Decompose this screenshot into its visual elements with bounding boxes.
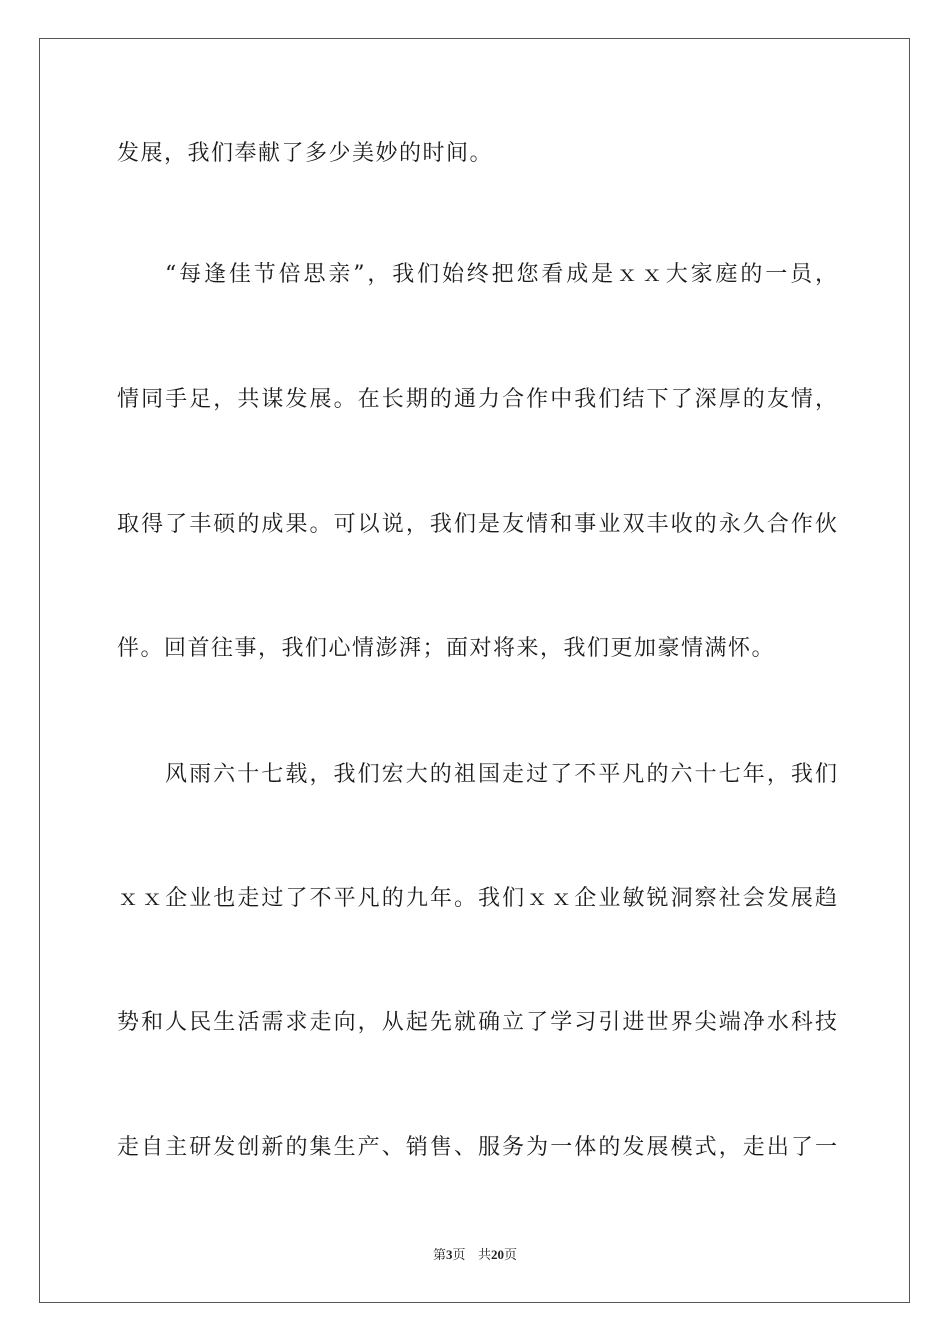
text-line-3: 情同手足，共谋发展。在长期的通力合作中我们结下了深厚的友情， <box>117 387 837 412</box>
footer-page-prefix: 第 <box>433 1248 447 1263</box>
footer-page-number: 3 <box>446 1247 453 1262</box>
text-line-2: “每逢佳节倍思亲”，我们始终把您看成是ｘｘ大家庭的一员， <box>165 262 837 287</box>
text-line-9: 走自主研发创新的集生产、销售、服务为一体的发展模式，走出了一 <box>117 1135 837 1160</box>
text-line-6: 风雨六十七载，我们宏大的祖国走过了不平凡的六十七年，我们 <box>165 762 837 787</box>
page-footer <box>0 1246 950 1265</box>
footer-total-suffix: 页 <box>503 1248 517 1263</box>
text-line-4: 取得了丰硕的成果。可以说，我们是友情和事业双丰收的永久合作伙 <box>117 512 837 537</box>
text-line-5: 伴。回首往事，我们心情澎湃；面对将来，我们更加豪情满怀。 <box>117 636 776 661</box>
text-line-1: 发展，我们奉献了多少美妙的时间。 <box>117 141 494 166</box>
page-frame <box>39 38 910 1303</box>
footer-total-prefix: 共 <box>477 1248 491 1263</box>
footer-page-suffix: 页 <box>452 1248 466 1263</box>
text-line-8: 势和人民生活需求走向，从起先就确立了学习引进世界尖端净水科技 <box>117 1010 837 1035</box>
footer-total-pages: 20 <box>490 1247 504 1262</box>
text-line-7: ｘｘ企业也走过了不平凡的九年。我们ｘｘ企业敏锐洞察社会发展趋 <box>117 886 837 911</box>
